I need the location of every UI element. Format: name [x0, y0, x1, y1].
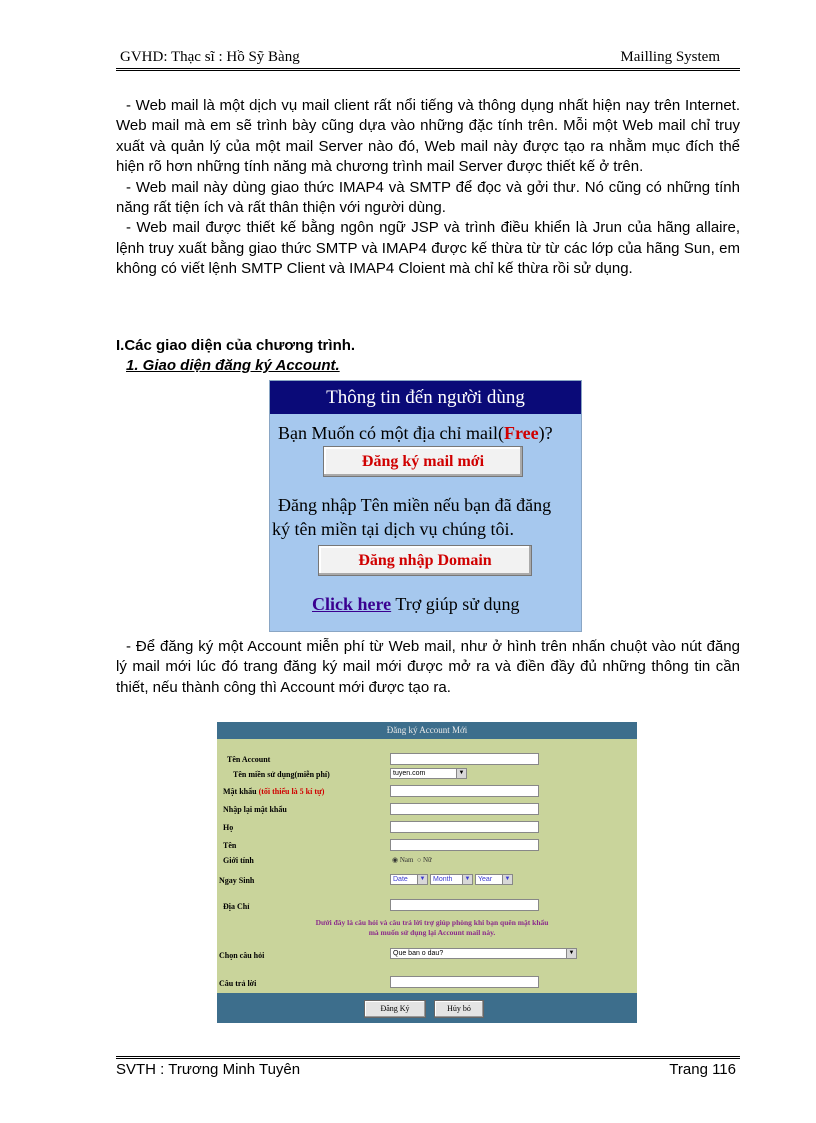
cancel-button[interactable]: Hủy bỏ	[434, 1000, 484, 1018]
password-confirm-label: Nhập lại mật khẩu	[223, 805, 287, 814]
last-name-input[interactable]	[390, 821, 539, 833]
form-title: Đăng ký Account Mới	[217, 722, 637, 739]
register-new-mail-button[interactable]: Đăng ký mail mới	[323, 446, 523, 477]
free-mail-question	[278, 423, 553, 444]
password-label: Mật khẩu	[223, 787, 257, 796]
birth-year-select[interactable]	[475, 874, 513, 885]
submit-button[interactable]: Đăng Ký	[364, 1000, 426, 1018]
chevron-down-icon: ▼	[462, 875, 472, 884]
birthday-label: Ngay Sinh	[219, 876, 255, 885]
password-confirm-input[interactable]	[390, 803, 539, 815]
user-info-panel	[269, 380, 582, 632]
address-input[interactable]	[390, 899, 539, 911]
domain-select-value: tuyen.com	[393, 770, 426, 777]
chevron-down-icon: ▼	[566, 949, 576, 958]
address-label: Địa Chỉ	[223, 902, 250, 911]
subsection-title-text: 1. Giao diện đăng ký Account.	[126, 357, 340, 374]
chevron-down-icon: ▼	[456, 769, 466, 778]
domain-login-button[interactable]: Đăng nhập Domain	[318, 545, 532, 576]
birth-date-value: Date	[393, 876, 408, 883]
domain-label: Tên miền sử dụng(miễn phí)	[233, 770, 330, 779]
gender-radio-group	[392, 856, 432, 864]
register-account-form	[217, 722, 637, 1023]
password-label-row	[223, 787, 324, 796]
security-note-line-1: Dưới đây là câu hỏi và câu trả lời trợ giúp phòng khi bạn quên mật khẩu	[315, 918, 549, 927]
birth-month-value: Month	[433, 876, 453, 883]
first-name-label: Tên	[223, 841, 237, 850]
subsection-title	[126, 357, 340, 374]
gender-male-radio[interactable]: ◉	[392, 856, 399, 864]
help-row	[312, 594, 519, 615]
question-label: Chọn câu hỏi	[219, 951, 265, 960]
form-footer	[217, 993, 637, 1023]
security-question-value: Que ban o dau?	[393, 950, 444, 957]
desc-line-1: Đăng nhập Tên miền nếu bạn đã đăng	[278, 495, 552, 515]
help-text: Trợ giúp sử dụng	[391, 594, 520, 614]
domain-login-description	[270, 493, 581, 541]
registration-description	[116, 637, 740, 698]
answer-label: Câu trả lời	[219, 979, 257, 988]
free-label: Free	[503, 423, 539, 443]
footer-student: SVTH : Trương Minh Tuyên	[116, 1061, 301, 1078]
header-project: Mailling System	[620, 49, 720, 65]
answer-input[interactable]	[390, 976, 539, 988]
domain-select[interactable]	[390, 768, 467, 779]
desc-line-2: ký tên miền tại dịch vụ chúng tôi.	[272, 519, 514, 539]
page-footer	[116, 1056, 740, 1078]
header-advisor: GVHD: Thạc sĩ : Hồ Sỹ Bàng	[120, 49, 300, 65]
chevron-down-icon: ▼	[417, 875, 427, 884]
paragraph-3: - Web mail được thiết kế bằng ngôn ngữ JSP và trình điều khiển là Jrun của hãng allaire, lệnh truy xuất bằng giao thức SMTP và IMAP4 được kế thừa từ từ các lớp của hãng Sun, em không có viết lệnh SMTP Client và IMAP4 Cloient mà chỉ kế thừa rồi sử dụng.	[116, 219, 740, 278]
birth-date-select[interactable]	[390, 874, 428, 885]
question-suffix: )?	[538, 423, 553, 443]
question-prefix: Bạn Muốn có một địa chỉ mail(	[278, 423, 504, 443]
password-input[interactable]	[390, 785, 539, 797]
chevron-down-icon: ▼	[502, 875, 512, 884]
help-link[interactable]: Click here	[312, 594, 392, 614]
last-name-label: Họ	[223, 823, 234, 832]
gender-female-radio[interactable]: ○	[416, 856, 422, 864]
gender-male-label: Nam	[399, 856, 414, 864]
account-input[interactable]	[390, 753, 539, 765]
birth-year-value: Year	[478, 876, 493, 883]
footer-page-number: Trang 116	[669, 1061, 736, 1078]
paragraph-2: - Web mail này dùng giao thức IMAP4 và SMTP để đọc và gởi thư. Nó cũng có những tính năng rất tiện ích và rất thân thiện với người dùng.	[116, 178, 740, 217]
birth-month-select[interactable]	[430, 874, 473, 885]
account-label: Tên Account	[227, 755, 271, 764]
paragraph-4: - Để đăng ký một Account miễn phí từ Web mail, như ở hình trên nhấn chuột vào nút đăng lý mail mới lúc đó trang đăng ký mail mới được mở ra và điền đầy đủ những thông tin cần thiết, nếu thành công thì Account mới được tạo ra.	[116, 638, 740, 696]
gender-female-label: Nữ	[422, 856, 432, 864]
first-name-input[interactable]	[390, 839, 539, 851]
paragraph-1: - Web mail là một dịch vụ mail client rất nổi tiếng và thông dụng nhất hiện nay trên Internet. Web mail mà em sẽ trình bày cũng dựa vào những đặc tính trên. Mỗi một Web mail chỉ truy xuất và quản lý của một mail Server nào đó, Web mail này được tạo ra nhằm mục đích thể hiện rõ hơn những tính năng mà chương trình mail Server được thiết kế ở trên.	[116, 97, 740, 176]
password-hint: (tối thiểu là 5 kí tự)	[258, 787, 325, 796]
security-question-select[interactable]	[390, 948, 577, 959]
page-header	[116, 48, 740, 71]
section-title: I.Các giao diện của chương trình.	[116, 337, 356, 354]
user-info-title: Thông tin đến người dùng	[270, 381, 581, 414]
security-note-line-2: mà muốn sử dụng lại Account mail này.	[368, 928, 496, 937]
gender-label: Giới tính	[223, 856, 254, 865]
intro-text	[116, 96, 740, 280]
